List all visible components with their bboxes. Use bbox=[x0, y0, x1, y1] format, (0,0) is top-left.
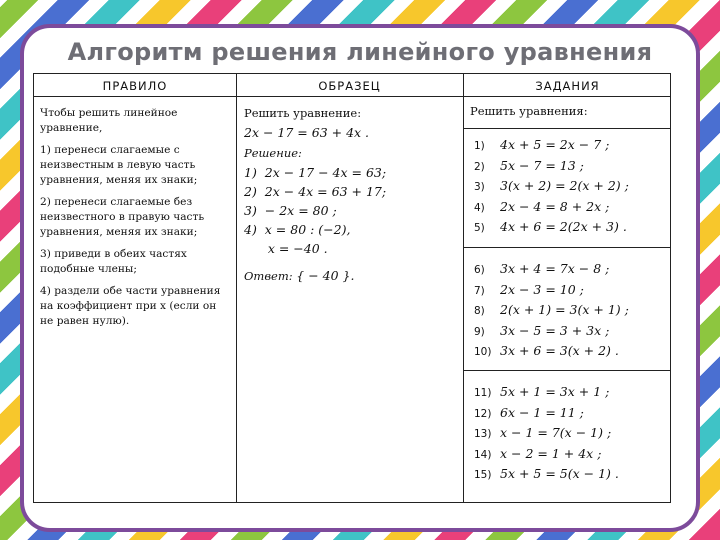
task-equation: 3(x + 2) = 2(x + 2) ; bbox=[500, 178, 629, 193]
solution-step: 1) 2x − 17 − 4x = 63; bbox=[244, 165, 387, 180]
algorithm-table bbox=[33, 73, 671, 503]
task-equation: 3x − 5 = 3 + 3x ; bbox=[500, 322, 610, 338]
task-group-1 bbox=[474, 135, 629, 238]
task-item bbox=[474, 197, 629, 218]
column-divider bbox=[463, 74, 464, 502]
task-item bbox=[474, 464, 619, 485]
answer-value: { − 40 }. bbox=[296, 268, 355, 283]
task-equation: 4x + 6 = 2(2x + 3) . bbox=[500, 219, 627, 234]
example-task-label: Решить уравнение: bbox=[244, 106, 362, 120]
task-item bbox=[474, 280, 629, 301]
solution-step: x = −40 . bbox=[244, 241, 328, 256]
tasks-divider bbox=[463, 128, 670, 129]
rule-step: 2) перенеси слагаемые без неизвестного в правую часть уравнения, меняя их знаки; bbox=[40, 196, 205, 238]
task-item bbox=[474, 135, 629, 156]
task-equation: 5x + 5 = 5(x − 1) . bbox=[500, 466, 619, 481]
task-item bbox=[474, 176, 629, 197]
solution-step: 2) 2x − 4x = 63 + 17; bbox=[244, 184, 387, 199]
solution-step: 4) x = 80 : (−2), bbox=[244, 222, 351, 237]
task-item bbox=[474, 382, 619, 403]
task-item bbox=[474, 217, 629, 238]
task-number: 12) bbox=[474, 407, 492, 420]
example-column bbox=[244, 104, 459, 285]
group-divider bbox=[463, 247, 670, 248]
task-number: 11) bbox=[474, 387, 492, 399]
task-number: 3) bbox=[474, 181, 485, 193]
group-divider bbox=[463, 370, 670, 371]
answer-line bbox=[244, 266, 459, 285]
task-equation: 5x − 7 = 13 ; bbox=[500, 157, 584, 173]
rule-intro: Чтобы решить линейное уравнение, bbox=[40, 107, 178, 134]
header-rule: ПРАВИЛО bbox=[102, 79, 168, 93]
task-number: 13) bbox=[474, 428, 492, 440]
task-equation: 3x + 4 = 7x − 8 ; bbox=[500, 261, 610, 276]
task-equation: 5x + 1 = 3x + 1 ; bbox=[500, 384, 610, 399]
rule-step: 4) раздели обе части уравнения на коэффициент при x (если он не равен нулю). bbox=[40, 285, 221, 327]
task-equation: x − 1 = 7(x − 1) ; bbox=[500, 425, 612, 440]
answer-label: Ответ: bbox=[244, 269, 293, 283]
task-equation: 6x − 1 = 11 ; bbox=[500, 404, 584, 420]
task-number: 8) bbox=[474, 305, 485, 317]
task-item bbox=[474, 156, 629, 177]
task-number: 15) bbox=[474, 469, 492, 481]
task-equation: 2x − 3 = 10 ; bbox=[500, 281, 584, 297]
task-number: 14) bbox=[474, 448, 492, 461]
example-equation: 2x − 17 = 63 + 4x . bbox=[244, 125, 370, 140]
task-item bbox=[474, 321, 629, 342]
rule-step: 3) приведи в обеих частях подобные члены; bbox=[40, 248, 187, 275]
task-item bbox=[474, 444, 619, 465]
task-number: 4) bbox=[474, 201, 485, 214]
task-number: 10) bbox=[474, 346, 492, 358]
task-item bbox=[474, 341, 629, 362]
task-number: 2) bbox=[474, 160, 485, 173]
task-number: 9) bbox=[474, 325, 485, 338]
rule-text bbox=[40, 106, 232, 336]
task-item bbox=[474, 300, 629, 321]
task-number: 5) bbox=[474, 222, 485, 234]
task-number: 6) bbox=[474, 264, 485, 276]
header-tasks: ЗАДАНИЯ bbox=[535, 79, 600, 93]
task-group-2 bbox=[474, 259, 629, 362]
task-equation: 3x + 6 = 3(x + 2) . bbox=[500, 343, 619, 358]
task-number: 7) bbox=[474, 284, 485, 297]
task-equation: 4x + 5 = 2x − 7 ; bbox=[500, 137, 610, 152]
page-title: Алгоритм решения линейного уравнения bbox=[67, 38, 653, 66]
solution-label: Решение: bbox=[244, 146, 302, 160]
task-item bbox=[474, 423, 619, 444]
task-item bbox=[474, 403, 619, 424]
task-group-3 bbox=[474, 382, 619, 485]
rule-step: 1) перенеси слагаемые с неизвестным в левую часть уравнения, меняя их знаки; bbox=[40, 144, 198, 186]
column-divider bbox=[236, 74, 237, 502]
task-equation: x − 2 = 1 + 4x ; bbox=[500, 445, 602, 461]
header-example: ОБРАЗЕЦ bbox=[318, 79, 381, 93]
task-number: 1) bbox=[474, 140, 485, 152]
task-equation: 2(x + 1) = 3(x + 1) ; bbox=[500, 302, 629, 317]
task-item bbox=[474, 259, 629, 280]
tasks-label: Решить уравнения: bbox=[470, 104, 588, 118]
task-equation: 2x − 4 = 8 + 2x ; bbox=[500, 198, 610, 214]
solution-step: 3) − 2x = 80 ; bbox=[244, 203, 337, 218]
